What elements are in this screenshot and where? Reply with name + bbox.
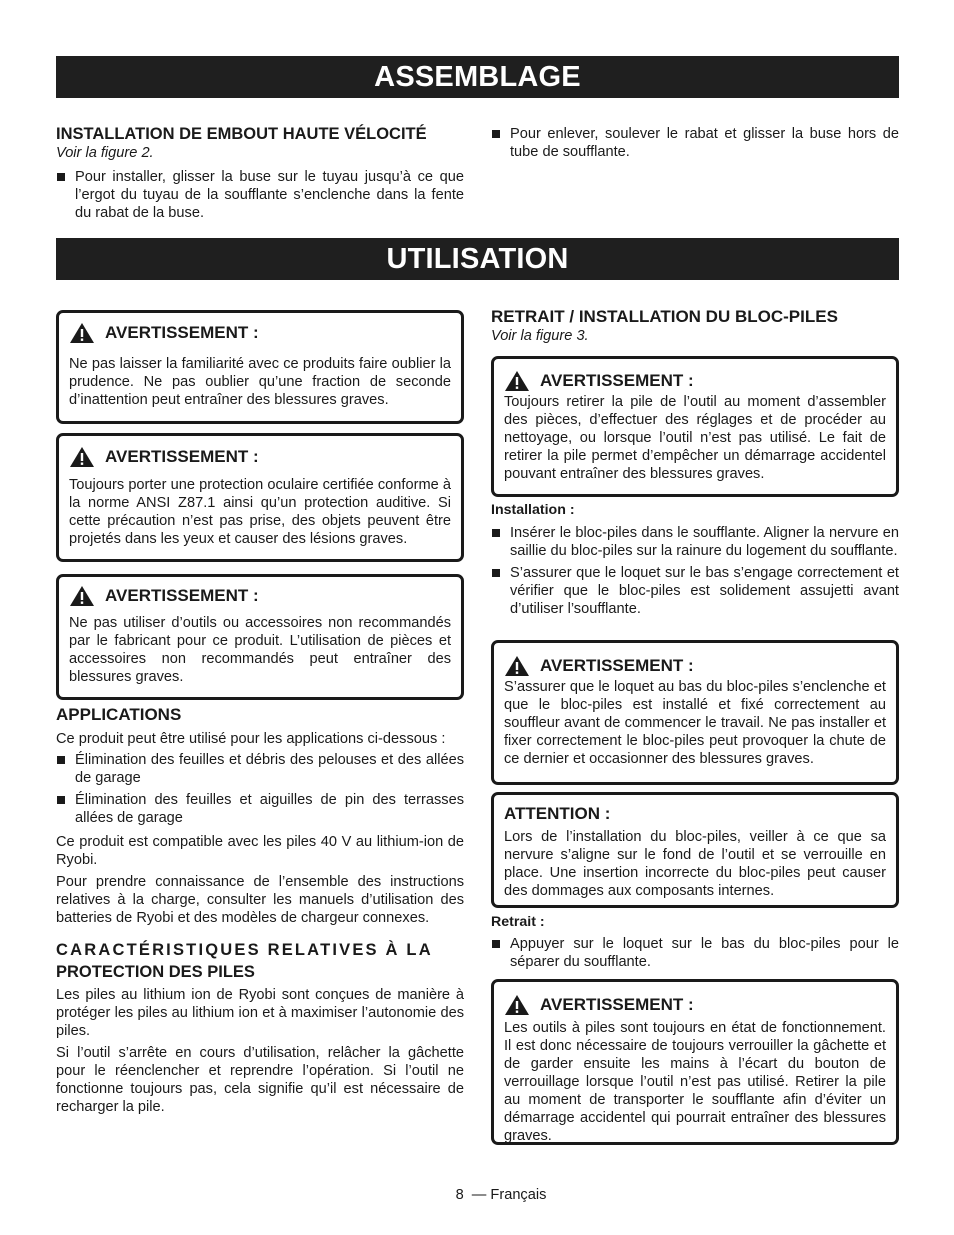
- assembly-figure-ref: Voir la figure 2.: [56, 145, 154, 161]
- assembly-heading: INSTALLATION DE EMBOUT HAUTE VÉLOCITÉ: [56, 125, 427, 143]
- section-banner-assemblage: ASSEMBLAGE: [56, 56, 899, 98]
- applications-intro: Ce produit peut être utilisé pour les applications ci-dessous :: [56, 731, 446, 747]
- list-item: Pour enlever, soulever le rabat et glisser la buse hors de tube de soufflante.: [491, 125, 899, 161]
- attention-text: Lors de l’installation du bloc-piles, veiller à ce que sa nervure s’aligne sur le fond de l’outil et se verrouille en place. Une insertion incorrecte du bloc-piles peut causer des dommages aux composants internes.: [504, 829, 886, 899]
- list-item: Élimination des feuilles et aiguilles de pin des terrasses allées de garage: [56, 791, 464, 827]
- list-item: Pour installer, glisser la buse sur le tuyau jusqu’à ce que l’ergot du tuyau de la soufflante s’enclenche dans la fente du rabat de la buse.: [56, 168, 464, 222]
- page-number: 8: [455, 1187, 464, 1203]
- warning-box: [491, 979, 899, 1145]
- warning-text: Les outils à piles sont toujours en état de fonctionnement. Il est donc nécessaire de toujours verrouiller la gâchette et de garder ensuite les mains à l’écart du bouton de verrouillage lorsque l’outil n’est pas utilisé. Retirer la pile au moment de transporter le soufflante afin d’éviter un démarrage accidentel qui pourrait entraîner des blessures graves.: [504, 1020, 886, 1144]
- warning-triangle-icon: [504, 994, 530, 1016]
- compatibility-paragraph: Ce produit est compatible avec les piles 40 V au lithium-ion de Ryobi.: [56, 834, 464, 868]
- warning-triangle-icon: [69, 322, 95, 344]
- warning-box: [56, 433, 464, 562]
- list-item: Élimination des feuilles et débris des pelouses et des allées de garage: [56, 751, 464, 787]
- retrait-label: Retrait :: [491, 914, 545, 930]
- battery-heading: RETRAIT / INSTALLATION DU BLOC-PILES: [491, 307, 838, 326]
- warning-text: S’assurer que le loquet au bas du bloc-piles s’enclenche et que le bloc-piles est installé et fixé correctement au souffleur avant de commencer le travail. Ne pas installer et fixer correctement le bloc-piles peut provoquer la chute de ce dernier et occasionner des blessures graves.: [504, 679, 886, 767]
- warning-box: [491, 640, 899, 785]
- warning-text: Toujours retirer la pile de l’outil au moment d’assembler des pièces, d’effectuer des réglages et de procéder au nettoyage, ou lorsque l’outil n’est pas utilisé. Le fait de retirer la pile permet d’empêcher un démarrage accidentel pouvant entraîner des blessures graves.: [504, 394, 886, 482]
- warning-triangle-icon: [504, 370, 530, 392]
- warning-text: Toujours porter une protection oculaire certifiée conforme à la norme ANSI Z87.1 ainsi qu’un protection auditive. Si cette précaution n’est pas prise, des objets peuvent être projetés dans les yeux et causer des lésions graves.: [69, 477, 451, 547]
- battery-section-header: [491, 307, 899, 345]
- attention-box: [491, 792, 899, 908]
- installation-section: [491, 501, 899, 618]
- warning-title: AVERTISSEMENT :: [540, 656, 694, 675]
- warning-triangle-icon: [69, 446, 95, 468]
- warning-title: AVERTISSEMENT :: [105, 323, 259, 342]
- assembly-bullet-list: [56, 168, 464, 222]
- retrait-section: [491, 913, 899, 971]
- warning-title: AVERTISSEMENT :: [105, 447, 259, 466]
- warning-text: Ne pas utiliser d’outils ou accessoires non recommandés par le fabricant pour ce produit. L’utilisation de pièces et accessoires non recommandés peut entraîner des blessures graves.: [69, 615, 451, 685]
- assembly-right-column: [491, 125, 899, 161]
- warning-title: AVERTISSEMENT :: [105, 586, 259, 605]
- list-item: Appuyer sur le loquet sur le bas du bloc-piles pour le séparer du soufflante.: [491, 935, 899, 971]
- installation-label: Installation :: [491, 502, 575, 518]
- attention-title: ATTENTION :: [504, 804, 611, 823]
- protection-heading-line2: PROTECTION DES PILES: [56, 963, 255, 981]
- protection-heading: CARACTÉRISTIQUES RELATIVES À LA: [56, 941, 433, 959]
- footer-language: — Français: [471, 1187, 547, 1203]
- retrait-list: [491, 935, 899, 971]
- battery-figure-ref: Voir la figure 3.: [491, 328, 589, 344]
- applications-heading: APPLICATIONS: [56, 705, 182, 724]
- warning-text: Ne pas laisser la familiarité avec ce produits faire oublier la prudence. Ne pas oublier qu’une fraction de seconde d’inattention peut entraîner des blessures graves.: [69, 356, 451, 408]
- charging-paragraph: Pour prendre connaissance de l’ensemble des instructions relatives à la charge, consulter les manuels d’utilisation des batteries de Ryobi et des modèles de chargeur connexes.: [56, 874, 464, 926]
- assembly-left-column: [56, 124, 464, 222]
- protection-paragraph: Si l’outil s’arrête en cours d’utilisation, relâcher la gâchette pour le réenclencher et reprendre l’opération. Si l’outil ne fonctionne toujours pas, cela signifie qu’il est nécessaire de recharger la pile.: [56, 1045, 464, 1115]
- warning-box: [56, 574, 464, 700]
- section-banner-utilisation: UTILISATION: [56, 238, 899, 280]
- page-footer: [0, 1186, 954, 1204]
- warning-triangle-icon: [69, 585, 95, 607]
- list-item: Insérer le bloc-piles dans le soufflante. Aligner la nervure en saillie du bloc-piles sur la rainure du logement du soufflante.: [491, 524, 899, 560]
- warning-box: [56, 310, 464, 424]
- list-item: S’assurer que le loquet sur le bas s’engage correctement et vérifier que le bloc-piles est solidement assujetti avant d’utiliser l’soufflante.: [491, 564, 899, 618]
- warning-triangle-icon: [504, 655, 530, 677]
- protection-paragraph: Les piles au lithium ion de Ryobi sont conçues de manière à protéger les piles au lithium ion et à maximiser l’autonomie des piles.: [56, 987, 464, 1039]
- warning-title: AVERTISSEMENT :: [540, 371, 694, 390]
- warning-title: AVERTISSEMENT :: [540, 995, 694, 1014]
- warning-box: [491, 356, 899, 497]
- applications-list: [56, 751, 464, 827]
- applications-section: [56, 705, 464, 1116]
- installation-list: [491, 524, 899, 618]
